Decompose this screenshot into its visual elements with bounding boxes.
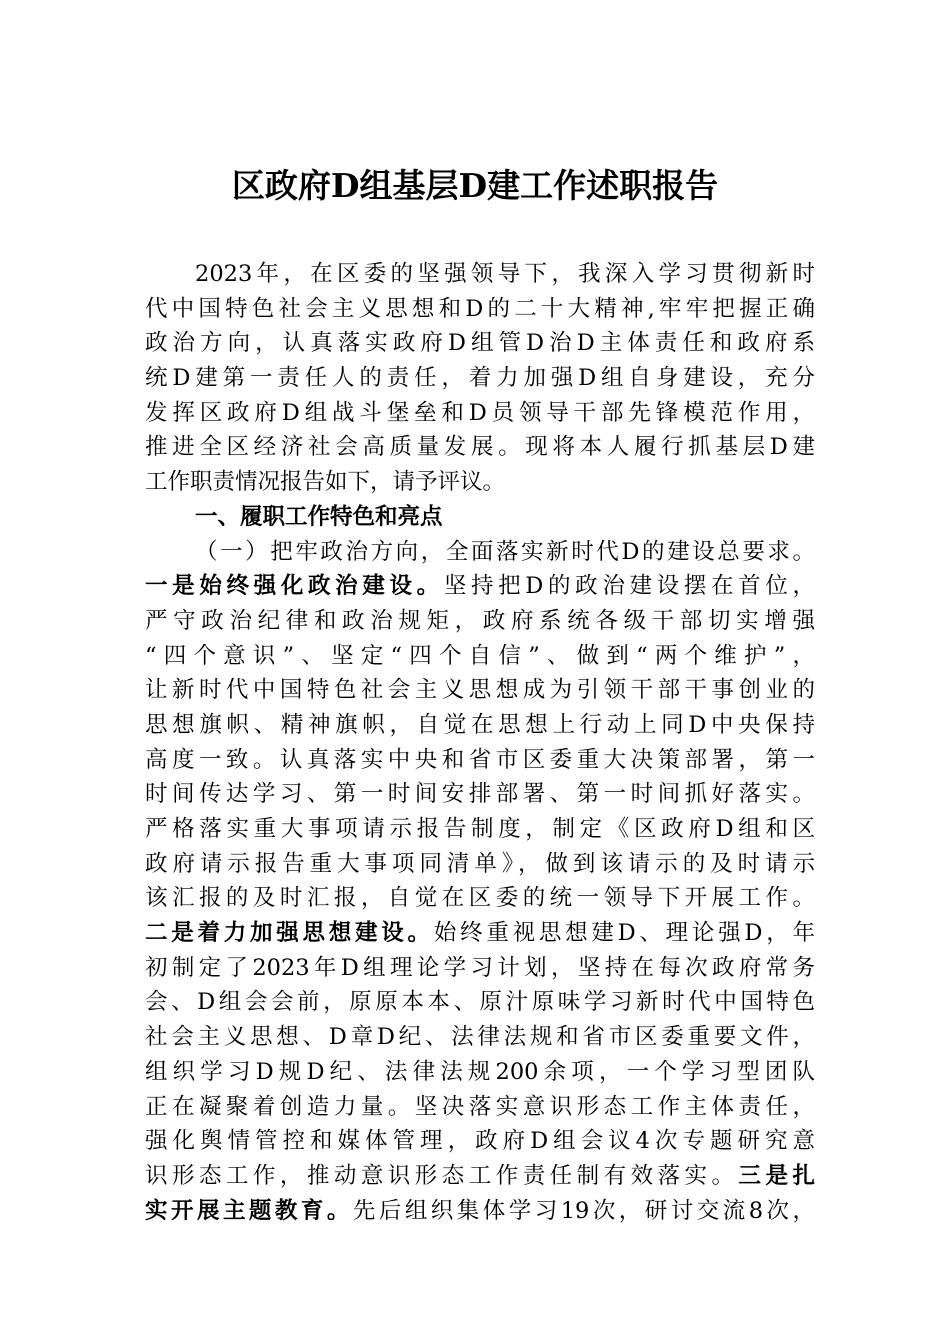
text-line bbox=[145, 604, 815, 639]
bold-run: 一、履职工作特色和亮点 bbox=[195, 503, 443, 530]
text-run: 正在凝聚着创造力量。坚决落实意识形态工作主体责任， bbox=[145, 1093, 815, 1120]
text-run: 强化舆情管控和媒体管理，政府D组会议4次专题研究意 bbox=[145, 1128, 815, 1155]
text-run: 识形态工作，推动意识形态工作责任制有效落实。 bbox=[145, 1162, 739, 1189]
text-run: 让新时代中国特色社会主义思想成为引领干部干事创业的 bbox=[145, 677, 815, 704]
text-line bbox=[145, 1090, 815, 1125]
text-run: （一）把牢政治方向，全面落实新时代D的建设总要求。 bbox=[195, 538, 815, 565]
text-run: 该汇报的及时汇报，自觉在区委的统一领导下开展工作。 bbox=[145, 885, 815, 912]
bold-run: 实开展主题教育。 bbox=[145, 1197, 353, 1224]
text-run: 严守政治纪律和政治规矩，政府系统各级干部切实增强 bbox=[145, 607, 815, 634]
text-line bbox=[145, 465, 815, 500]
text-line bbox=[145, 916, 815, 951]
text-line bbox=[145, 361, 815, 396]
text-run: 先后组织集体学习19次，研讨交流8次， bbox=[352, 1197, 815, 1224]
text-run: 严格落实重大事项请示报告制度，制定《区政府D组和区 bbox=[145, 816, 815, 842]
text-run: 坚持把D的政治建设摆在首位， bbox=[443, 573, 815, 600]
text-line bbox=[145, 1020, 815, 1055]
text-run: 社会主义思想、D章D纪、法律法规和省市区委重要文件， bbox=[145, 1024, 815, 1051]
text-run: 2023年，在区委的坚强领导下，我深入学习贯彻新时 bbox=[195, 261, 815, 287]
document-title: 区政府D组基层D建工作述职报告 bbox=[231, 166, 719, 205]
text-line bbox=[145, 1124, 815, 1159]
text-line bbox=[145, 951, 815, 986]
document-body bbox=[145, 257, 815, 1228]
text-line bbox=[145, 985, 815, 1020]
text-run: 发挥区政府D组战斗堡垒和D员领导干部先锋模范作用， bbox=[145, 399, 815, 426]
text-line bbox=[145, 1159, 815, 1194]
text-line bbox=[145, 639, 815, 674]
text-line bbox=[145, 326, 815, 361]
text-run: 会、D组会会前，原原本本、原汁原味学习新时代中国特色 bbox=[145, 989, 815, 1016]
text-run: 思想旗帜、精神旗帜，自觉在思想上行动上同D中央保持 bbox=[145, 711, 815, 738]
text-line bbox=[145, 569, 815, 604]
text-line bbox=[145, 743, 815, 778]
text-run: 初制定了2023年D组理论学习计划，坚持在每次政府常务 bbox=[145, 954, 815, 981]
text-line bbox=[145, 847, 815, 882]
text-run: 工作职责情况报告如下，请予评议。 bbox=[145, 469, 506, 496]
text-line bbox=[145, 812, 815, 847]
text-run: 政治方向，认真落实政府D组管D治D主体责任和政府系 bbox=[145, 330, 815, 357]
text-run: 统D建第一责任人的责任，着力加强D组自身建设，充分 bbox=[145, 365, 815, 392]
text-line bbox=[145, 1194, 815, 1229]
text-run: 代中国特色社会主义思想和D的二十大精神,牢牢把握正确 bbox=[145, 295, 815, 322]
text-line bbox=[145, 257, 815, 292]
text-line bbox=[145, 430, 815, 465]
text-line bbox=[145, 292, 815, 327]
text-line bbox=[145, 777, 815, 812]
section-heading bbox=[145, 500, 815, 535]
text-line bbox=[145, 535, 815, 570]
text-run: 时间传达学习、第一时间安排部署、第一时间抓好落实。 bbox=[145, 781, 815, 808]
bold-run: 三是扎 bbox=[738, 1162, 815, 1189]
text-run: 高度一致。认真落实中央和省市区委重大决策部署，第一 bbox=[145, 746, 815, 773]
text-run: 组织学习D规D纪、法律法规200余项，一个学习型团队 bbox=[145, 1058, 815, 1085]
text-run: 政府请示报告重大事项同清单》，做到该请示的及时请示 bbox=[145, 850, 815, 877]
text-run: 推进全区经济社会高质量发展。现将本人履行抓基层D建 bbox=[145, 434, 815, 461]
text-line bbox=[145, 1055, 815, 1090]
bold-run: 一是始终强化政治建设。 bbox=[145, 573, 444, 600]
bold-run: 二是着力加强思想建设。 bbox=[145, 920, 434, 947]
text-run: 始终重视思想建D、理论强D，年 bbox=[433, 920, 815, 947]
text-line bbox=[145, 881, 815, 916]
text-line bbox=[145, 396, 815, 431]
text-run: “四个意识”、坚定“四个自信”、做到“两个维护”， bbox=[145, 642, 815, 669]
text-line bbox=[145, 673, 815, 708]
text-line bbox=[145, 708, 815, 743]
